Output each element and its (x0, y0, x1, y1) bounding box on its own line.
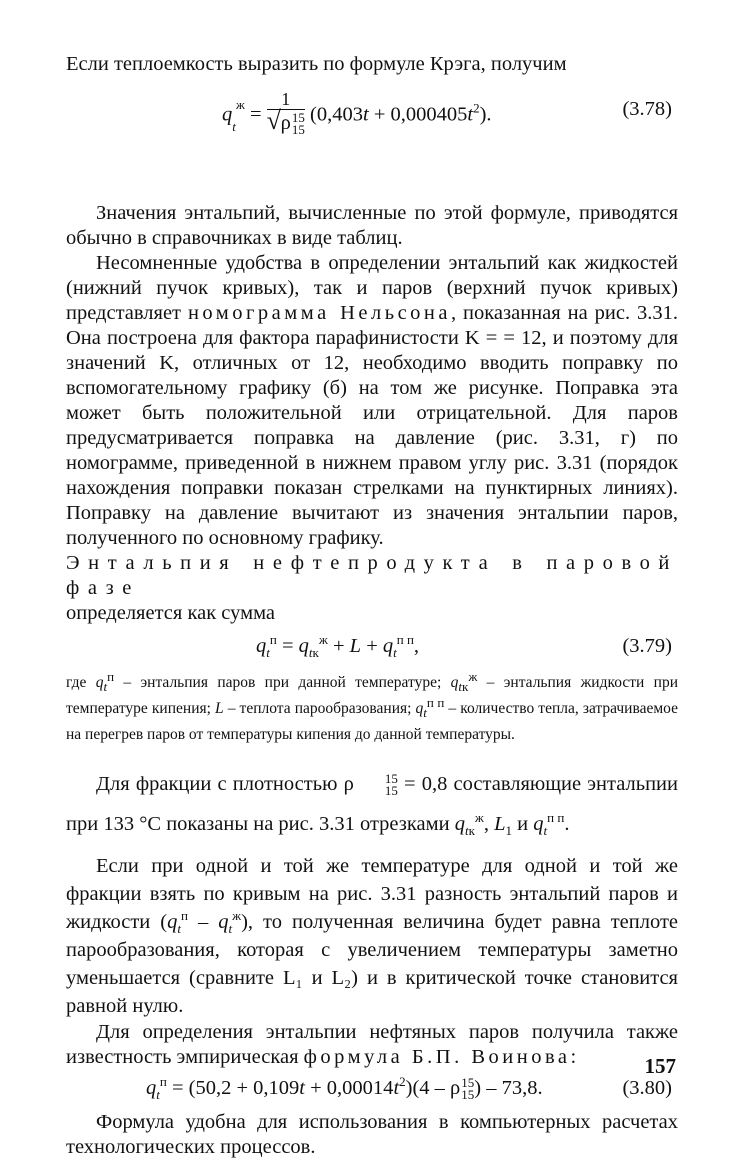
paragraph-6-text-a: Для определения энтальпии нефтяных паров получила также известность эмпирическая (66, 1021, 678, 1068)
paragraph-6 (66, 1020, 678, 1070)
equation-3-78 (66, 77, 678, 147)
nelson-nomogram-term: номограмма Нельсона (187, 302, 451, 324)
equation-3-80-number: (3.80) (622, 1077, 672, 1099)
paragraph-2 (66, 251, 678, 551)
voinov-formula-term: формула Б.П. Воинова (303, 1046, 571, 1068)
paragraph-2-text-a: Несомненные удобства в определении энтальпий как жидкостей (нижний пучок кривых), так и паров (верхний пучок кривых) представляет (66, 252, 678, 324)
where-note: где $q_t^п$ – энтальпия паров при данной температуре; $q_{tк}^ж$ – энтальпия жидкости при температуре кипения; L – теплота парообразования; $q_t^{п п}$ – количество тепла, затрачиваемое на перегрев паров от температуры кипения до данной температуры. (66, 668, 678, 743)
paragraph-5-text-a: Если при одной и той же температуре для одной и той же фракции взять по кривым на рис. 3.31 разность энтальпий паров и жидкости (66, 855, 678, 933)
page-number: 157 (644, 1054, 676, 1078)
paragraph-7: Формула удобна для использования в компьютерных расчетах технологических процессов. (66, 1111, 678, 1158)
paragraph-4-text-b: = 0,8 составляющие энтальпии при 133 °С показаны на рис. 3.31 отрезками (66, 773, 678, 835)
equation-3-78-number: (3.78) (622, 98, 672, 120)
paragraph-5: Если при одной и той же температуре для одной и той же фракции взять по кривым на рис. 3.31 разность энтальпий паров и жидкости $(q_t^п - q_t^ж)$, то полученная величина будет равна теплоте парообразования, которая с увеличением температуры заметно уменьшается (сравните L₁ и L₂) и в критической точке становится равной нулю. (66, 855, 679, 1017)
equation-3-79-formula: $q_t^п = q_{tк}^ж + L + q_t^{п п}$, (256, 632, 420, 661)
equation-3-80 (66, 1070, 678, 1106)
paragraph-4-text-a: Для фракции с плотностью (96, 773, 338, 795)
equation-3-79 (66, 626, 678, 666)
paragraph-2-text-b: , показанная на рис. 3.31. Она построена для фактора парафинистости K = = 12, и поэтому для значений K, отличных от 12, необходимо вводить поправку по вспомогательному графику (б) на том же рисунке. Поправка эта может быть положительной или отрицательной. Для паров предусматривается поправка на давление (рис. 3.31, г) по номограмме, приведенной в нижнем правом углу рис. 3.31 (порядок нахождения поправки показан стрелками на пунктирных линиях). Поправку на давление вычитают из значения энтальпии паров, полученного по основному графику. (66, 302, 678, 549)
equation-3-80-formula: $q_t^п = (50,2 + 0,109t + 0,00014t^2)(4 - \rho$ 15 15 ) – 73,8. (146, 1074, 543, 1103)
paragraph-6-text-b: : (570, 1046, 577, 1068)
page-content (66, 52, 678, 1160)
vapour-enthalpy-term: Энтальпия нефтепродукта в паровой фазе (66, 552, 678, 599)
paragraph-1: Значения энтальпий, вычисленные по этой формуле, приводятся обычно в справочниках в виде таблиц. (66, 202, 678, 249)
intro-paragraph: Если теплоемкость выразить по формуле Крэга, получим (66, 53, 567, 75)
paragraph-5-text-b: , то полученная величина будет равна теплоте парообразования, которая с увеличением температуры заметно уменьшается (сравните L₁ и L₂) и в критической точке становится равной нулю. (66, 911, 679, 1017)
paragraph-4: Для фракции с плотностью ρ 15 15 = 0,8 составляющие энтальпии при 133 °С показаны на рис. 3.31 отрезками $q_{tк}^ж$, $L_1$ и $q_t^{п п}$. (66, 771, 678, 839)
equation-3-79-number: (3.79) (622, 635, 672, 657)
paragraph-3 (66, 551, 678, 626)
equation-3-78-formula: $q_t^ж$ = 1 √ ρ 15 15 $(0,403t + 0,000405t^2)$. (222, 95, 492, 136)
paragraph-3-text: определяется как сумма (66, 602, 275, 624)
